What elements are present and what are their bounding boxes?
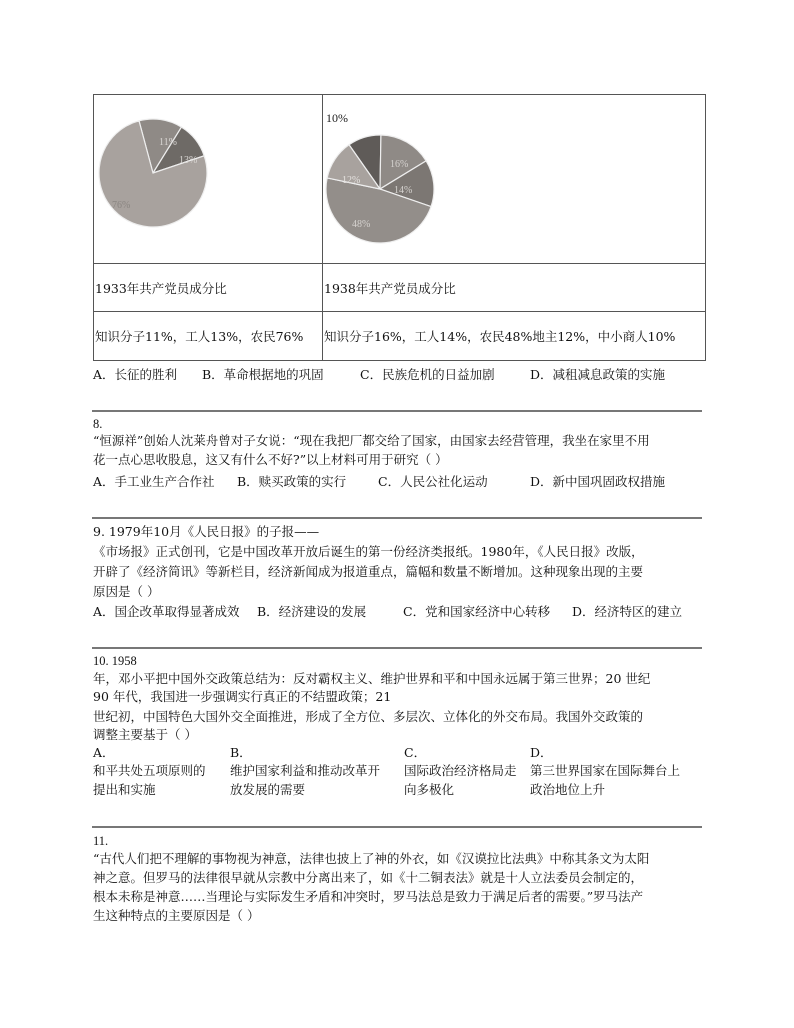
q10-option-b[interactable] — [230, 744, 395, 800]
q7-option-a[interactable]: A．长征的胜利 — [93, 367, 178, 382]
pie-1933-label-peasants: 76% — [112, 200, 131, 211]
q7-option-b[interactable]: B．革命根据地的巩固 — [202, 367, 324, 382]
party-composition-table — [93, 94, 706, 361]
pie-1938-label-merchants: 10% — [326, 111, 348, 125]
pie-1933-label-workers: 13% — [179, 155, 198, 166]
detail-1938: 知识分子16%，工人14%，农民48%地主12%，中小商人10% — [323, 312, 706, 361]
q9-stem-line-2: 《市场报》正式创刊，它是中国改革开放后诞生的第一份经济类报纸。1980年，《人民日报》改版， — [93, 544, 644, 559]
detail-1933: 知识分子11%，工人13%，农民76% — [94, 312, 323, 361]
q10-option-c-letter: C． — [404, 745, 427, 760]
pie-chart-1933 — [95, 95, 322, 260]
q8-stem-line-2: 花一点心思收股息，这又有什么不好?”以上材料可用于研究（ ） — [93, 452, 448, 467]
q10-option-b-line-1: 维护国家利益和推动改革开 — [230, 763, 381, 778]
q9-option-b[interactable]: B．经济建设的发展 — [257, 604, 367, 619]
q10-stem-line-3: 世纪初，中国特色大国外交全面推进，形成了全方位、多层次、立体化的外交布局。我国外交政策的 — [93, 709, 644, 724]
q11-stem-line-2: 神之意。但罗马的法律很早就从宗教中分离出来了，如《十二铜表法》就是十人立法委员会制定的， — [93, 870, 644, 885]
q9-option-c[interactable]: C．党和国家经济中心转移 — [403, 604, 551, 619]
caption-1938: 1938年共产党员成分比 — [323, 264, 706, 312]
q10-option-d-line-2: 政治地位上升 — [530, 782, 606, 797]
q10-number: 10. 1958 — [93, 654, 137, 668]
q10-option-a-line-1: 和平共处五项原则的 — [93, 763, 206, 778]
q10-stem-line-2: 90 年代，我国进一步强调实行真正的不结盟政策；21 — [93, 689, 392, 704]
pie-1938-label-landlords: 12% — [342, 175, 361, 186]
q8-option-b[interactable]: B．赎买政策的实行 — [237, 474, 347, 489]
q8-stem-line-1: “恒源祥”创始人沈莱舟曾对子女说：“现在我把厂都交给了国家，由国家去经营管理，我坐在家里不用 — [93, 433, 650, 448]
separator — [92, 826, 702, 828]
q9-stem-line-3: 开辟了《经济简讯》等新栏目，经济新闻成为报道重点，篇幅和数量不断增加。这种现象出现的主要 — [93, 564, 644, 579]
q9-stem-line-4: 原因是（ ） — [93, 584, 160, 599]
q8-option-a[interactable]: A．手工业生产合作社 — [93, 474, 215, 489]
q8-option-c[interactable]: C．人民公社化运动 — [378, 474, 488, 489]
pie-1938-label-intellectuals: 16% — [390, 159, 409, 170]
q10-option-d-letter: D． — [530, 745, 553, 760]
q10-option-d[interactable] — [530, 744, 700, 800]
pie-cell-1933 — [94, 95, 323, 264]
q10-option-d-line-1: 第三世界国家在国际舞台上 — [530, 763, 681, 778]
q9-option-a[interactable]: A．国企改革取得显著成效 — [93, 604, 240, 619]
separator — [92, 647, 702, 649]
separator — [92, 517, 702, 519]
pie-1938-label-workers: 14% — [394, 185, 413, 196]
q10-option-b-line-2: 放发展的需要 — [230, 782, 306, 797]
q11-stem-line-3: 根本未称是神意……当理论与实际发生矛盾和冲突时，罗马法总是致力于满足后者的需要。”罗马法产 — [93, 889, 644, 904]
q7-option-d[interactable]: D．减租减息政策的实施 — [530, 367, 666, 382]
pie-1938-label-peasants: 48% — [352, 219, 371, 230]
caption-1933: 1933年共产党员成分比 — [94, 264, 323, 312]
q10-option-c[interactable] — [404, 744, 530, 800]
pie-cell-1938 — [323, 95, 706, 264]
separator — [92, 410, 702, 412]
q10-option-a-line-2: 提出和实施 — [93, 782, 156, 797]
pie-1933-label-intellectuals: 11% — [159, 137, 177, 148]
q10-option-a[interactable] — [93, 744, 223, 800]
q11-stem-line-4: 生这种特点的主要原因是（ ） — [93, 908, 260, 923]
q7-option-c[interactable]: C．民族危机的日益加剧 — [360, 367, 495, 382]
q10-option-b-letter: B． — [230, 745, 252, 760]
q11-number: 11. — [93, 834, 109, 848]
q10-option-c-line-1: 国际政治经济格局走 — [404, 763, 517, 778]
q9-option-d[interactable]: D．经济特区的建立 — [572, 604, 683, 619]
q9-stem-line-1: 9. 1979年10月《人民日报》的子报—— — [93, 524, 320, 539]
q8-number: 8. — [93, 417, 103, 431]
pie-1938-slices — [326, 135, 434, 243]
q10-option-a-letter: A． — [93, 745, 115, 760]
q10-stem-line-1: 年，邓小平把中国外交政策总结为：反对霸权主义、维护世界和平和中国永远属于第三世界；20 世纪 — [93, 671, 651, 686]
q8-option-d[interactable]: D．新中国巩固政权措施 — [530, 474, 666, 489]
q10-option-c-line-2: 向多极化 — [404, 782, 455, 797]
q11-stem-line-1: “古代人们把不理解的事物视为神意，法律也披上了神的外衣，如《汉谟拉比法典》中称其条文为太阳 — [93, 851, 650, 866]
q10-stem-line-4: 调整主要基于（ ） — [93, 727, 197, 742]
pie-chart-1938 — [324, 95, 705, 260]
